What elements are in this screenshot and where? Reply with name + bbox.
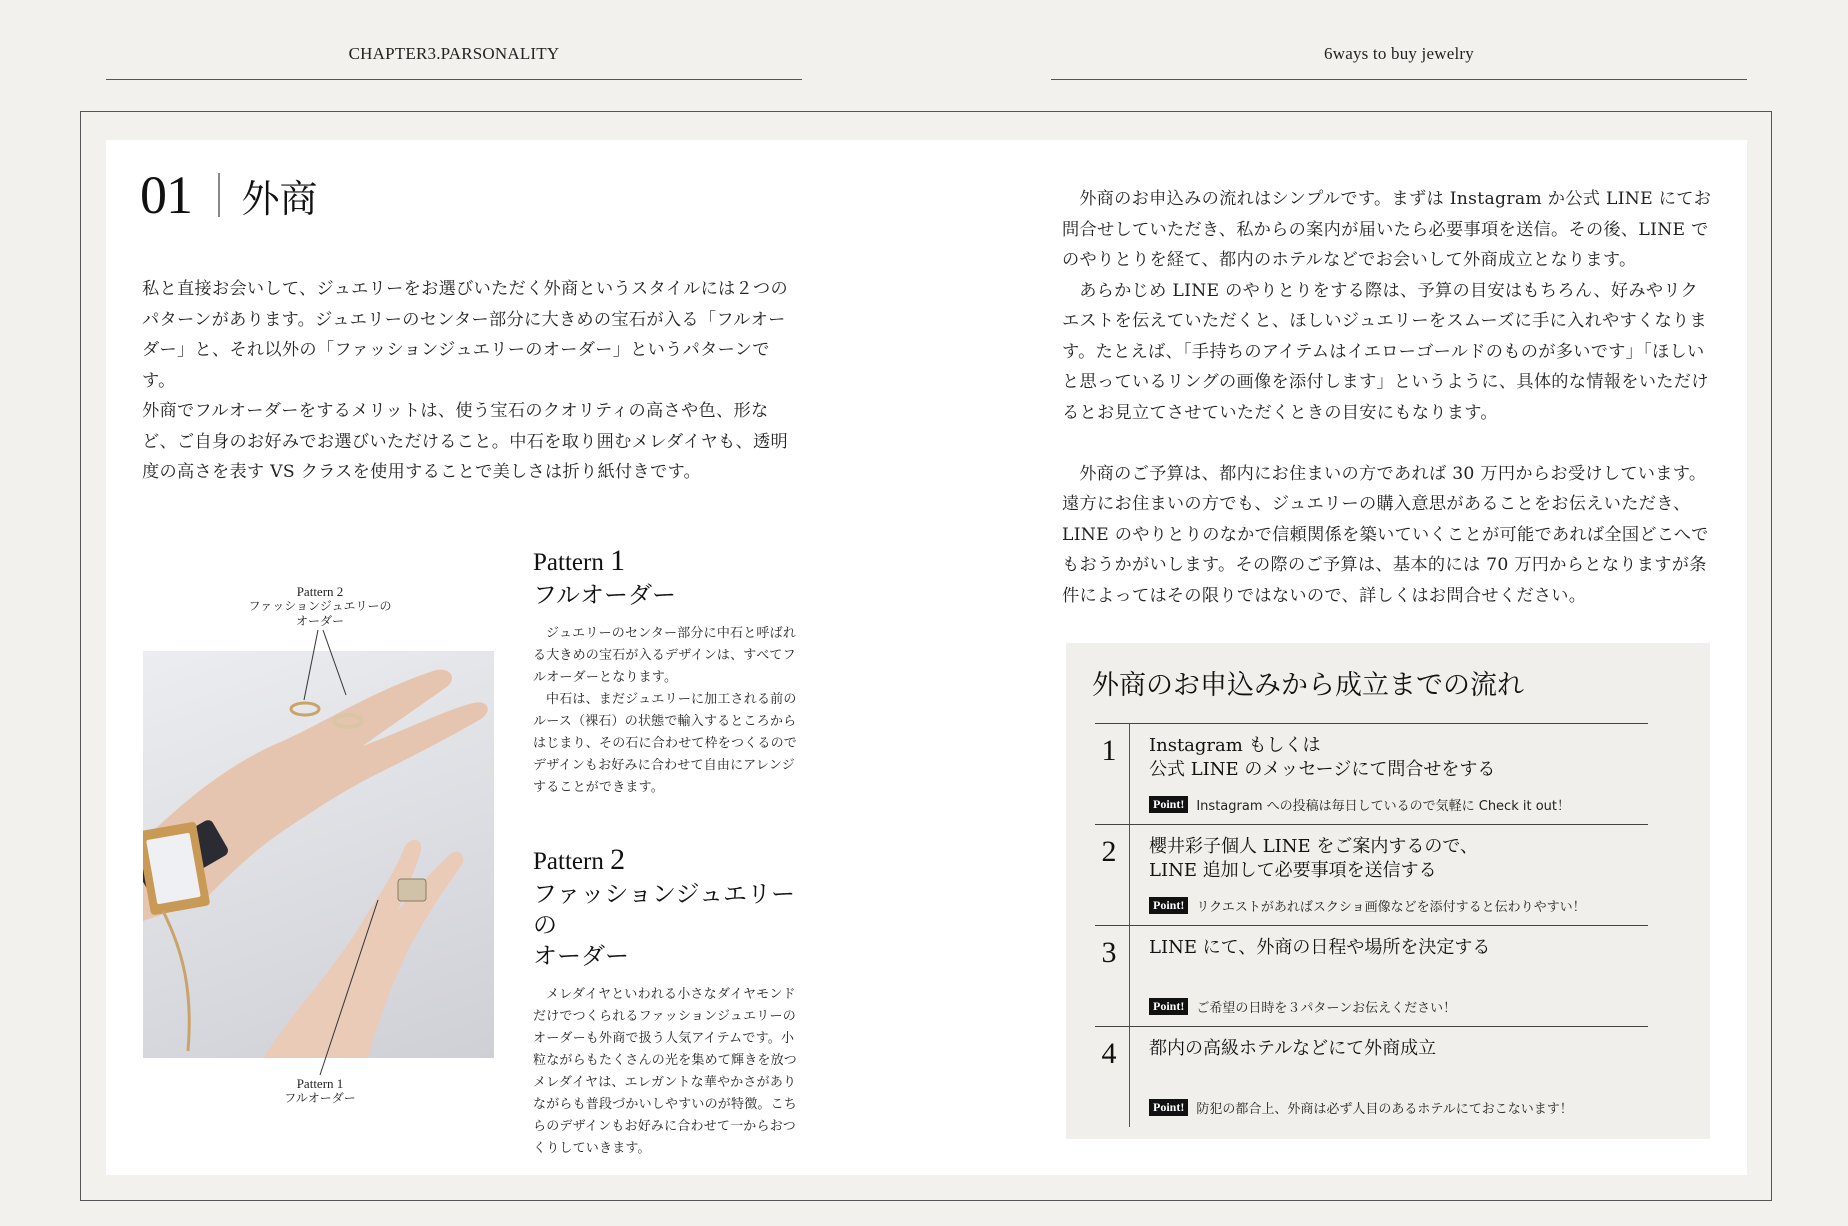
application-flow-box bbox=[1066, 643, 1710, 1139]
step-point bbox=[1149, 896, 1586, 915]
pattern-label-word: Pattern bbox=[533, 549, 604, 576]
pattern-label-number: 1 bbox=[610, 544, 626, 577]
running-head-rule-right bbox=[1051, 79, 1747, 80]
point-badge: Point! bbox=[1149, 998, 1188, 1015]
right-paragraph: 外商のご予算は、都内にお住まいの方であれば 30 万円からお受けしています。遠方にお住まいの方でも、ジュエリーの購入意思があることをお伝えいただき、LINE のやりとりのなかで信頼関係を築いていくことが可能であれば全国どこへでもおうかがいします。その際のご予算は、基本的には 70 万円からとなりますが条件によってはその限りではないので、詳しくはお問合せください。 bbox=[1062, 463, 1709, 606]
callout-pattern-2-desc: ファッションジュエリーの bbox=[248, 599, 392, 613]
flow-step bbox=[1095, 723, 1648, 824]
right-paragraph: あらかじめ LINE のやりとりをする際は、予算の目安はもちろん、好みやリクエストを伝えていただくと、ほしいジュエリーをスムーズに手に入れやすくなります。たとえば、「手持ちのアイテムはイエローゴールドのものが多いです」「ほしいと思っているリングの画像を添付します」というように、具体的な情報をいただけるとお見立てさせていただくときの目安にもなります。 bbox=[1062, 280, 1709, 423]
pattern-1-paragraph: 中石は、まだジュエリーに加工される前のルース（裸石）の状態で輸入するところからはじまり、その石に合わせて枠をつくるのでデザインもお好みに合わせて自由にアレンジすることができます。 bbox=[533, 692, 798, 795]
pattern-1-title: フルオーダー bbox=[533, 581, 677, 609]
step-point bbox=[1149, 1098, 1573, 1117]
section-number: 01 bbox=[140, 165, 192, 225]
pattern-2-title bbox=[533, 879, 803, 972]
pattern-2-title-line: オーダー bbox=[533, 942, 629, 970]
step-number: 3 bbox=[1101, 936, 1117, 969]
running-head-left: CHAPTER3.PARSONALITY bbox=[348, 44, 560, 63]
flow-step bbox=[1095, 925, 1648, 1026]
step-divider bbox=[1129, 825, 1130, 925]
step-text-line: LINE にて、外商の日程や場所を決定する bbox=[1149, 937, 1491, 958]
intro-text bbox=[142, 274, 802, 488]
pattern-2-section bbox=[533, 845, 803, 1160]
step-text-line: LINE 追加して必要事項を送信する bbox=[1149, 860, 1437, 881]
step-text bbox=[1149, 734, 1629, 782]
step-text-line: 都内の高級ホテルなどにて外商成立 bbox=[1149, 1038, 1437, 1059]
step-text bbox=[1149, 835, 1629, 883]
point-badge: Point! bbox=[1149, 1099, 1188, 1116]
pattern-label-word: Pattern bbox=[533, 848, 604, 875]
right-page-text bbox=[1062, 184, 1712, 611]
step-text bbox=[1149, 1037, 1629, 1061]
callout-pattern-1-name: Pattern 1 bbox=[296, 1076, 344, 1091]
intro-paragraph: 外商でフルオーダーをするメリットは、使う宝石のクオリティの高さや色、形など、ご自身のお好みでお選びいただけること。中石を取り囲むメレダイヤも、透明度の高さを表す VS クラスを使用することで美しさは折り紙付きです。 bbox=[142, 401, 789, 482]
step-text-line: Instagram もしくは bbox=[1149, 735, 1321, 756]
point-text: 防犯の都合上、外商は必ず人目のあるホテルにておこないます！ bbox=[1196, 1102, 1573, 1117]
intro-paragraph: 私と直接お会いして、ジュエリーをお選びいただく外商というスタイルには２つのパターンがあります。ジュエリーのセンター部分に大きめの宝石が入る「フルオーダー」と、それ以外の「ファッションジュエリーのオーダー」というパターンです。 bbox=[142, 279, 789, 391]
point-text: Instagram への投稿は毎日しているので気軽に Check it out！ bbox=[1196, 799, 1570, 814]
right-paragraph: 外商のお申込みの流れはシンプルです。まずは Instagram か公式 LINE にてお問合せしていただき、私からの案内が届いたら必要事項を送信。その後、LINE でのやりとりを経て、都内のホテルなどでお会いして外商成立となります。 bbox=[1062, 189, 1712, 270]
step-number: 2 bbox=[1101, 835, 1117, 868]
flow-step bbox=[1095, 824, 1648, 925]
pattern-1-label bbox=[533, 546, 803, 578]
pattern-2-label bbox=[533, 845, 803, 877]
step-number: 1 bbox=[1101, 734, 1117, 767]
step-text-line: 櫻井彩子個人 LINE をご案内するので、 bbox=[1149, 836, 1479, 857]
pattern-1-body bbox=[533, 623, 803, 799]
flow-steps bbox=[1095, 723, 1648, 1127]
pattern-2-title-line: ファッションジュエリーの bbox=[533, 880, 795, 939]
step-point bbox=[1149, 795, 1570, 814]
hands-jewelry-photo bbox=[143, 651, 494, 1058]
flow-step bbox=[1095, 1026, 1648, 1127]
step-divider bbox=[1129, 1027, 1130, 1127]
step-number: 4 bbox=[1101, 1037, 1117, 1070]
running-head-right: 6ways to buy jewelry bbox=[1324, 44, 1474, 63]
callout-pattern-2-name: Pattern 2 bbox=[296, 584, 344, 599]
hands-illustration bbox=[143, 651, 494, 1058]
step-text-line: 公式 LINE のメッセージにて問合せをする bbox=[1149, 759, 1496, 780]
step-divider bbox=[1129, 724, 1130, 824]
title-divider bbox=[218, 173, 220, 217]
step-divider bbox=[1129, 926, 1130, 1026]
flow-title: 外商のお申込みから成立までの流れ bbox=[1092, 670, 1524, 701]
pattern-2-paragraph: メレダイヤといわれる小さなダイヤモンドだけでつくられるファッションジュエリーのオーダーも外商で扱う人気アイテムです。小粒ながらもたくさんの光を集めて輝きを放つメレダイヤは、エレガントな華やかさがありながらも普段づかいしやすいのが特徴。こちらのデザインもお好みに合わせて一からおつくりしていきます。 bbox=[533, 987, 798, 1156]
pattern-1-paragraph: ジュエリーのセンター部分に中石と呼ばれる大きめの宝石が入るデザインは、すべてフルオーダーとなります。 bbox=[533, 626, 797, 685]
point-badge: Point! bbox=[1149, 897, 1188, 914]
callout-pattern-1 bbox=[260, 1076, 380, 1106]
pattern-1-section bbox=[533, 546, 803, 799]
step-point bbox=[1149, 997, 1456, 1016]
point-text: ご希望の日時を３パターンお伝えください！ bbox=[1196, 1001, 1457, 1016]
callout-pattern-1-desc: フルオーダー bbox=[284, 1091, 356, 1105]
point-text: リクエストがあればスクショ画像などを添付すると伝わりやすい！ bbox=[1196, 900, 1586, 915]
step-text bbox=[1149, 936, 1629, 960]
pattern-label-number: 2 bbox=[610, 843, 626, 876]
point-badge: Point! bbox=[1149, 796, 1188, 813]
pattern-2-body bbox=[533, 984, 803, 1160]
section-title bbox=[140, 165, 318, 225]
callout-pattern-2-desc: オーダー bbox=[295, 614, 344, 628]
callout-pattern-2 bbox=[240, 584, 400, 629]
section-heading: 外商 bbox=[241, 176, 318, 221]
running-head-rule-left bbox=[106, 79, 802, 80]
